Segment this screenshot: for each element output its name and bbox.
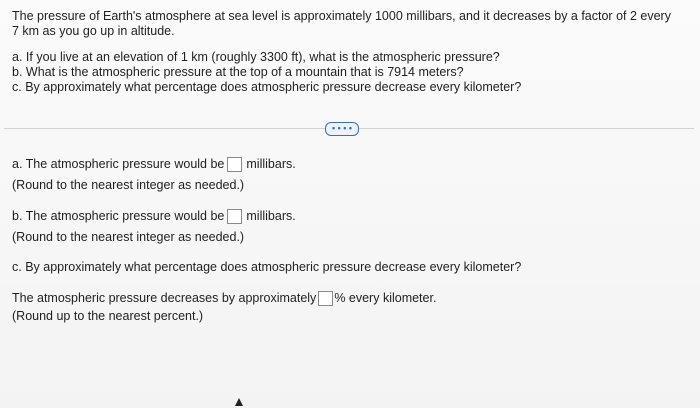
- answer-a-input[interactable]: [227, 157, 242, 172]
- answer-b-unit: millibars.: [246, 209, 296, 223]
- question-intro-line1: The pressure of Earth's atmosphere at sea level is approximately 1000 millibars, and it decreases by a factor of 2 every: [12, 9, 671, 23]
- answer-c-hint: (Round up to the nearest percent.): [12, 309, 204, 323]
- question-part-a: a. If you live at an elevation of 1 km (roughly 3300 ft), what is the atmospheric pressure?: [12, 50, 500, 64]
- answer-a-unit: millibars.: [246, 157, 296, 171]
- cursor-arrow-icon: [235, 398, 243, 406]
- answer-a-row: [12, 157, 296, 172]
- more-options-button[interactable]: • • • •: [325, 122, 359, 136]
- answer-a-prefix: a. The atmospheric pressure would be: [12, 157, 225, 171]
- answer-c-question: c. By approximately what percentage does atmospheric pressure decrease every kilometer?: [12, 260, 522, 274]
- question-part-b: b. What is the atmospheric pressure at the top of a mountain that is 7914 meters?: [12, 65, 464, 79]
- answer-c-prefix: The atmospheric pressure decreases by approximately: [12, 291, 317, 305]
- answer-b-prefix: b. The atmospheric pressure would be: [12, 209, 225, 223]
- answer-c-input[interactable]: [318, 291, 333, 306]
- question-intro-line2: 7 km as you go up in altitude.: [12, 24, 175, 38]
- answer-a-hint: (Round to the nearest integer as needed.): [12, 178, 245, 192]
- answer-c-suffix: % every kilometer.: [334, 291, 437, 305]
- answer-b-hint: (Round to the nearest integer as needed.): [12, 230, 245, 244]
- question-part-c: c. By approximately what percentage does atmospheric pressure decrease every kilometer?: [12, 80, 522, 94]
- answer-b-row: [12, 209, 296, 224]
- answer-c-row: [12, 291, 436, 306]
- answer-b-input[interactable]: [227, 209, 242, 224]
